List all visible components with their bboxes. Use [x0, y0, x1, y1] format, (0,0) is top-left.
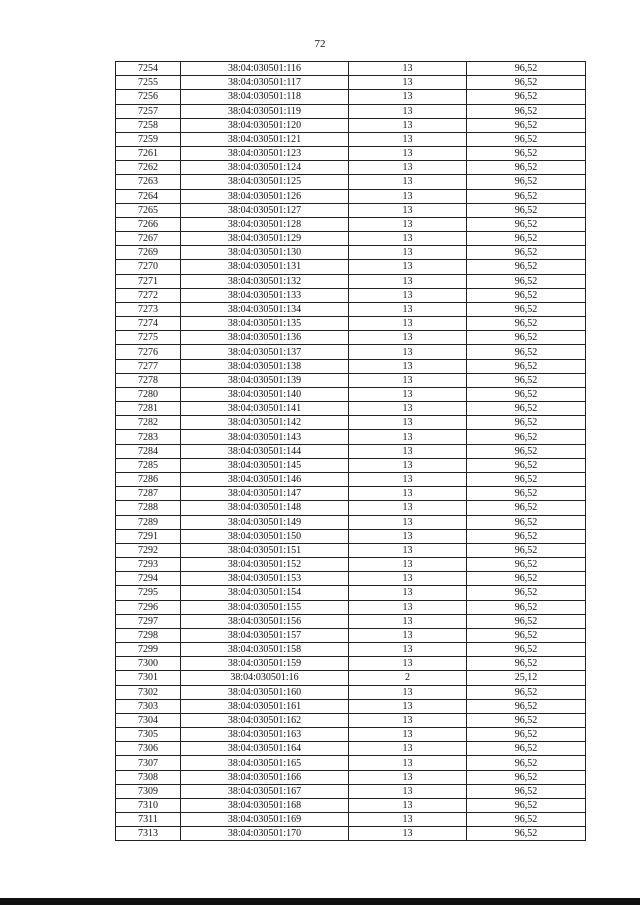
table-row — [116, 586, 586, 600]
count-cell: 13 — [349, 416, 467, 430]
table-row — [116, 147, 586, 161]
cadastral-number-cell: 38:04:030501:157 — [181, 628, 349, 642]
cadastral-number-cell: 38:04:030501:160 — [181, 685, 349, 699]
cadastral-number-cell: 38:04:030501:118 — [181, 90, 349, 104]
table-row — [116, 203, 586, 217]
cadastral-number-cell: 38:04:030501:155 — [181, 600, 349, 614]
count-cell: 13 — [349, 742, 467, 756]
count-cell: 13 — [349, 175, 467, 189]
row-number-cell: 7313 — [116, 827, 181, 841]
row-number-cell: 7282 — [116, 416, 181, 430]
cadastral-number-cell: 38:04:030501:121 — [181, 132, 349, 146]
cadastral-number-cell: 38:04:030501:116 — [181, 62, 349, 76]
cadastral-number-cell: 38:04:030501:119 — [181, 104, 349, 118]
count-cell: 13 — [349, 62, 467, 76]
row-number-cell: 7257 — [116, 104, 181, 118]
count-cell: 13 — [349, 572, 467, 586]
cadastral-number-cell: 38:04:030501:159 — [181, 657, 349, 671]
count-cell: 13 — [349, 472, 467, 486]
table-row — [116, 175, 586, 189]
value-cell: 96,52 — [467, 90, 586, 104]
table-row — [116, 742, 586, 756]
row-number-cell: 7278 — [116, 373, 181, 387]
row-number-cell: 7270 — [116, 260, 181, 274]
count-cell: 2 — [349, 671, 467, 685]
cadastral-number-cell: 38:04:030501:151 — [181, 543, 349, 557]
table-row — [116, 614, 586, 628]
table-row — [116, 217, 586, 231]
value-cell: 96,52 — [467, 501, 586, 515]
count-cell: 13 — [349, 458, 467, 472]
table-row — [116, 515, 586, 529]
table-row — [116, 657, 586, 671]
cadastral-number-cell: 38:04:030501:117 — [181, 76, 349, 90]
value-cell: 96,52 — [467, 472, 586, 486]
value-cell: 96,52 — [467, 217, 586, 231]
row-number-cell: 7308 — [116, 770, 181, 784]
value-cell: 96,52 — [467, 784, 586, 798]
table-row — [116, 373, 586, 387]
value-cell: 96,52 — [467, 543, 586, 557]
row-number-cell: 7267 — [116, 232, 181, 246]
table-row — [116, 827, 586, 841]
count-cell: 13 — [349, 232, 467, 246]
cadastral-number-cell: 38:04:030501:137 — [181, 345, 349, 359]
value-cell: 96,52 — [467, 643, 586, 657]
cadastral-number-cell: 38:04:030501:156 — [181, 614, 349, 628]
table-row — [116, 90, 586, 104]
value-cell: 96,52 — [467, 189, 586, 203]
table-row — [116, 345, 586, 359]
table-row — [116, 713, 586, 727]
cadastral-number-cell: 38:04:030501:170 — [181, 827, 349, 841]
row-number-cell: 7254 — [116, 62, 181, 76]
count-cell: 13 — [349, 246, 467, 260]
table-row — [116, 132, 586, 146]
row-number-cell: 7274 — [116, 317, 181, 331]
value-cell: 96,52 — [467, 387, 586, 401]
count-cell: 13 — [349, 770, 467, 784]
table-row — [116, 600, 586, 614]
row-number-cell: 7302 — [116, 685, 181, 699]
row-number-cell: 7304 — [116, 713, 181, 727]
row-number-cell: 7281 — [116, 402, 181, 416]
cadastral-number-cell: 38:04:030501:161 — [181, 699, 349, 713]
table-row — [116, 628, 586, 642]
row-number-cell: 7271 — [116, 274, 181, 288]
cadastral-number-cell: 38:04:030501:139 — [181, 373, 349, 387]
value-cell: 96,52 — [467, 288, 586, 302]
row-number-cell: 7256 — [116, 90, 181, 104]
cadastral-number-cell: 38:04:030501:131 — [181, 260, 349, 274]
cadastral-number-cell: 38:04:030501:148 — [181, 501, 349, 515]
value-cell: 96,52 — [467, 76, 586, 90]
cadastral-number-cell: 38:04:030501:142 — [181, 416, 349, 430]
row-number-cell: 7306 — [116, 742, 181, 756]
value-cell: 96,52 — [467, 147, 586, 161]
row-number-cell: 7292 — [116, 543, 181, 557]
count-cell: 13 — [349, 132, 467, 146]
count-cell: 13 — [349, 501, 467, 515]
count-cell: 13 — [349, 728, 467, 742]
row-number-cell: 7295 — [116, 586, 181, 600]
table-row — [116, 387, 586, 401]
cadastral-number-cell: 38:04:030501:140 — [181, 387, 349, 401]
count-cell: 13 — [349, 558, 467, 572]
table-row — [116, 813, 586, 827]
count-cell: 13 — [349, 813, 467, 827]
count-cell: 13 — [349, 643, 467, 657]
count-cell: 13 — [349, 189, 467, 203]
row-number-cell: 7299 — [116, 643, 181, 657]
count-cell: 13 — [349, 628, 467, 642]
row-number-cell: 7258 — [116, 118, 181, 132]
value-cell: 96,52 — [467, 402, 586, 416]
row-number-cell: 7263 — [116, 175, 181, 189]
count-cell: 13 — [349, 345, 467, 359]
cadastral-number-cell: 38:04:030501:134 — [181, 302, 349, 316]
count-cell: 13 — [349, 430, 467, 444]
table-row — [116, 260, 586, 274]
row-number-cell: 7280 — [116, 387, 181, 401]
value-cell: 96,52 — [467, 798, 586, 812]
table-row — [116, 104, 586, 118]
value-cell: 96,52 — [467, 302, 586, 316]
value-cell: 96,52 — [467, 813, 586, 827]
cadastral-number-cell: 38:04:030501:158 — [181, 643, 349, 657]
count-cell: 13 — [349, 444, 467, 458]
row-number-cell: 7283 — [116, 430, 181, 444]
value-cell: 96,52 — [467, 600, 586, 614]
row-number-cell: 7298 — [116, 628, 181, 642]
table-row — [116, 558, 586, 572]
cadastral-number-cell: 38:04:030501:124 — [181, 161, 349, 175]
cadastral-number-cell: 38:04:030501:166 — [181, 770, 349, 784]
cadastral-number-cell: 38:04:030501:147 — [181, 487, 349, 501]
row-number-cell: 7311 — [116, 813, 181, 827]
value-cell: 96,52 — [467, 246, 586, 260]
row-number-cell: 7266 — [116, 217, 181, 231]
count-cell: 13 — [349, 827, 467, 841]
count-cell: 13 — [349, 657, 467, 671]
page-number: 72 — [314, 38, 326, 50]
row-number-cell: 7259 — [116, 132, 181, 146]
row-number-cell: 7294 — [116, 572, 181, 586]
value-cell: 96,52 — [467, 232, 586, 246]
value-cell: 96,52 — [467, 614, 586, 628]
cadastral-number-cell: 38:04:030501:149 — [181, 515, 349, 529]
value-cell: 96,52 — [467, 132, 586, 146]
table-row — [116, 161, 586, 175]
count-cell: 13 — [349, 217, 467, 231]
count-cell: 13 — [349, 274, 467, 288]
table-row — [116, 643, 586, 657]
table-row — [116, 288, 586, 302]
value-cell: 96,52 — [467, 373, 586, 387]
table-row — [116, 501, 586, 515]
table-row — [116, 699, 586, 713]
cadastral-number-cell: 38:04:030501:120 — [181, 118, 349, 132]
cadastral-number-cell: 38:04:030501:169 — [181, 813, 349, 827]
table-row — [116, 232, 586, 246]
value-cell: 96,52 — [467, 430, 586, 444]
table-row — [116, 472, 586, 486]
cadastral-number-cell: 38:04:030501:145 — [181, 458, 349, 472]
row-number-cell: 7286 — [116, 472, 181, 486]
count-cell: 13 — [349, 685, 467, 699]
count-cell: 13 — [349, 798, 467, 812]
count-cell: 13 — [349, 260, 467, 274]
table-row — [116, 784, 586, 798]
count-cell: 13 — [349, 161, 467, 175]
value-cell: 96,52 — [467, 345, 586, 359]
value-cell: 96,52 — [467, 487, 586, 501]
table-row — [116, 246, 586, 260]
row-number-cell: 7269 — [116, 246, 181, 260]
row-number-cell: 7265 — [116, 203, 181, 217]
row-number-cell: 7262 — [116, 161, 181, 175]
value-cell: 96,52 — [467, 728, 586, 742]
count-cell: 13 — [349, 487, 467, 501]
cadastral-number-cell: 38:04:030501:125 — [181, 175, 349, 189]
row-number-cell: 7291 — [116, 529, 181, 543]
cadastral-number-cell: 38:04:030501:133 — [181, 288, 349, 302]
value-cell: 96,52 — [467, 586, 586, 600]
table-row — [116, 770, 586, 784]
table-row — [116, 359, 586, 373]
count-cell: 13 — [349, 104, 467, 118]
table-row — [116, 798, 586, 812]
table-row — [116, 62, 586, 76]
count-cell: 13 — [349, 699, 467, 713]
value-cell: 96,52 — [467, 260, 586, 274]
cadastral-number-cell: 38:04:030501:163 — [181, 728, 349, 742]
count-cell: 13 — [349, 713, 467, 727]
table-row — [116, 317, 586, 331]
cadastral-number-cell: 38:04:030501:154 — [181, 586, 349, 600]
row-number-cell: 7310 — [116, 798, 181, 812]
count-cell: 13 — [349, 756, 467, 770]
count-cell: 13 — [349, 402, 467, 416]
table-row — [116, 671, 586, 685]
row-number-cell: 7255 — [116, 76, 181, 90]
count-cell: 13 — [349, 317, 467, 331]
row-number-cell: 7296 — [116, 600, 181, 614]
table-row — [116, 543, 586, 557]
cadastral-number-cell: 38:04:030501:146 — [181, 472, 349, 486]
row-number-cell: 7261 — [116, 147, 181, 161]
value-cell: 96,52 — [467, 458, 586, 472]
row-number-cell: 7300 — [116, 657, 181, 671]
row-number-cell: 7277 — [116, 359, 181, 373]
cadastral-number-cell: 38:04:030501:127 — [181, 203, 349, 217]
value-cell: 96,52 — [467, 203, 586, 217]
value-cell: 96,52 — [467, 274, 586, 288]
registry-table-body — [116, 62, 586, 841]
cadastral-number-cell: 38:04:030501:130 — [181, 246, 349, 260]
count-cell: 13 — [349, 288, 467, 302]
cadastral-number-cell: 38:04:030501:138 — [181, 359, 349, 373]
value-cell: 96,52 — [467, 62, 586, 76]
count-cell: 13 — [349, 373, 467, 387]
count-cell: 13 — [349, 90, 467, 104]
cadastral-number-cell: 38:04:030501:135 — [181, 317, 349, 331]
count-cell: 13 — [349, 784, 467, 798]
count-cell: 13 — [349, 118, 467, 132]
value-cell: 96,52 — [467, 317, 586, 331]
row-number-cell: 7264 — [116, 189, 181, 203]
value-cell: 96,52 — [467, 161, 586, 175]
value-cell: 96,52 — [467, 515, 586, 529]
value-cell: 96,52 — [467, 104, 586, 118]
table-row — [116, 402, 586, 416]
count-cell: 13 — [349, 359, 467, 373]
count-cell: 13 — [349, 387, 467, 401]
value-cell: 96,52 — [467, 331, 586, 345]
cadastral-number-cell: 38:04:030501:16 — [181, 671, 349, 685]
cadastral-number-cell: 38:04:030501:123 — [181, 147, 349, 161]
row-number-cell: 7285 — [116, 458, 181, 472]
cadastral-number-cell: 38:04:030501:153 — [181, 572, 349, 586]
value-cell: 96,52 — [467, 756, 586, 770]
count-cell: 13 — [349, 586, 467, 600]
table-row — [116, 487, 586, 501]
value-cell: 96,52 — [467, 572, 586, 586]
cadastral-number-cell: 38:04:030501:144 — [181, 444, 349, 458]
table-row — [116, 430, 586, 444]
value-cell: 96,52 — [467, 742, 586, 756]
count-cell: 13 — [349, 515, 467, 529]
row-number-cell: 7305 — [116, 728, 181, 742]
table-row — [116, 416, 586, 430]
value-cell: 96,52 — [467, 657, 586, 671]
count-cell: 13 — [349, 331, 467, 345]
cadastral-number-cell: 38:04:030501:136 — [181, 331, 349, 345]
row-number-cell: 7289 — [116, 515, 181, 529]
cadastral-number-cell: 38:04:030501:128 — [181, 217, 349, 231]
scan-bottom-edge — [0, 898, 640, 905]
table-row — [116, 685, 586, 699]
value-cell: 96,52 — [467, 628, 586, 642]
cadastral-number-cell: 38:04:030501:129 — [181, 232, 349, 246]
registry-table — [115, 61, 586, 841]
row-number-cell: 7272 — [116, 288, 181, 302]
value-cell: 96,52 — [467, 529, 586, 543]
cadastral-number-cell: 38:04:030501:150 — [181, 529, 349, 543]
count-cell: 13 — [349, 203, 467, 217]
row-number-cell: 7287 — [116, 487, 181, 501]
cadastral-number-cell: 38:04:030501:141 — [181, 402, 349, 416]
value-cell: 96,52 — [467, 175, 586, 189]
row-number-cell: 7284 — [116, 444, 181, 458]
count-cell: 13 — [349, 529, 467, 543]
table-row — [116, 458, 586, 472]
count-cell: 13 — [349, 302, 467, 316]
value-cell: 96,52 — [467, 444, 586, 458]
value-cell: 96,52 — [467, 558, 586, 572]
cadastral-number-cell: 38:04:030501:164 — [181, 742, 349, 756]
row-number-cell: 7275 — [116, 331, 181, 345]
row-number-cell: 7297 — [116, 614, 181, 628]
table-row — [116, 756, 586, 770]
row-number-cell: 7288 — [116, 501, 181, 515]
value-cell: 96,52 — [467, 118, 586, 132]
row-number-cell: 7293 — [116, 558, 181, 572]
row-number-cell: 7301 — [116, 671, 181, 685]
count-cell: 13 — [349, 614, 467, 628]
cadastral-number-cell: 38:04:030501:126 — [181, 189, 349, 203]
cadastral-number-cell: 38:04:030501:132 — [181, 274, 349, 288]
value-cell: 96,52 — [467, 713, 586, 727]
table-row — [116, 444, 586, 458]
value-cell: 96,52 — [467, 770, 586, 784]
value-cell: 96,52 — [467, 359, 586, 373]
value-cell: 96,52 — [467, 827, 586, 841]
cadastral-number-cell: 38:04:030501:165 — [181, 756, 349, 770]
cadastral-number-cell: 38:04:030501:152 — [181, 558, 349, 572]
table-row — [116, 302, 586, 316]
value-cell: 25,12 — [467, 671, 586, 685]
count-cell: 13 — [349, 600, 467, 614]
cadastral-number-cell: 38:04:030501:162 — [181, 713, 349, 727]
cadastral-number-cell: 38:04:030501:167 — [181, 784, 349, 798]
count-cell: 13 — [349, 76, 467, 90]
row-number-cell: 7276 — [116, 345, 181, 359]
count-cell: 13 — [349, 147, 467, 161]
cadastral-number-cell: 38:04:030501:168 — [181, 798, 349, 812]
value-cell: 96,52 — [467, 699, 586, 713]
cadastral-number-cell: 38:04:030501:143 — [181, 430, 349, 444]
table-row — [116, 274, 586, 288]
table-row — [116, 118, 586, 132]
table-row — [116, 76, 586, 90]
table-row — [116, 572, 586, 586]
value-cell: 96,52 — [467, 416, 586, 430]
table-row — [116, 331, 586, 345]
table-row — [116, 529, 586, 543]
table-row — [116, 189, 586, 203]
row-number-cell: 7307 — [116, 756, 181, 770]
row-number-cell: 7273 — [116, 302, 181, 316]
row-number-cell: 7303 — [116, 699, 181, 713]
table-row — [116, 728, 586, 742]
row-number-cell: 7309 — [116, 784, 181, 798]
count-cell: 13 — [349, 543, 467, 557]
value-cell: 96,52 — [467, 685, 586, 699]
